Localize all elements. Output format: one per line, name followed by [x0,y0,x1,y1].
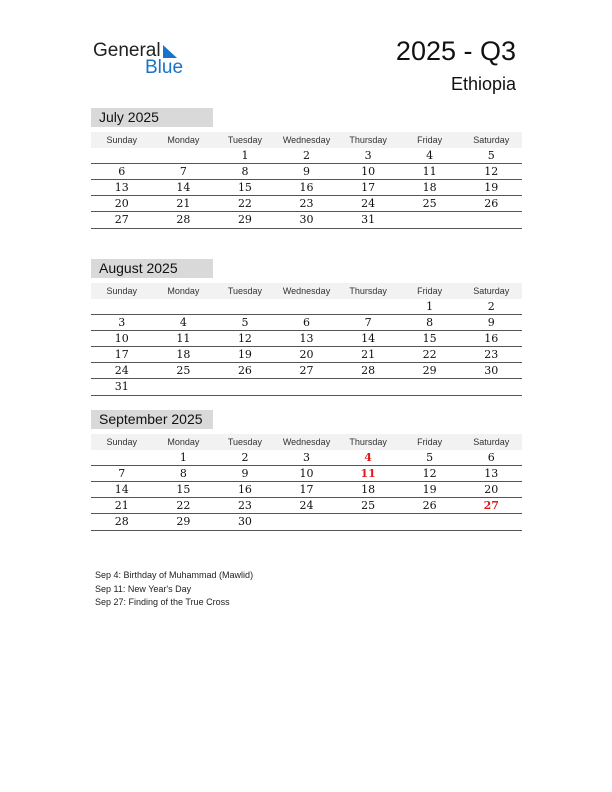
day-cell: 18 [422,181,437,194]
day-cell: 7 [179,165,187,178]
day-cell: 26 [237,364,252,377]
day-cell: 21 [176,197,191,210]
day-cell: 4 [364,451,372,464]
day-cell: 31 [114,380,129,393]
weekday-label: Thursday [349,135,387,145]
weekday-label: Tuesday [227,437,263,447]
day-cell: 2 [487,300,495,313]
day-cell [153,299,215,314]
day-cell [337,299,399,314]
week-row [91,482,522,498]
weekday-label: Thursday [349,286,387,296]
day-cell: 18 [361,483,376,496]
day-cell: 26 [422,499,437,512]
weekday-label: Saturday [473,135,510,145]
day-cell: 22 [176,499,191,512]
day-cell: 15 [176,483,191,496]
day-cell: 4 [179,316,187,329]
day-cell: 20 [299,348,314,361]
day-cell: 16 [484,332,499,345]
weekday-label: Wednesday [282,135,331,145]
day-cell: 2 [303,149,311,162]
day-cell: 13 [484,467,499,480]
weekday-label: Sunday [106,437,138,447]
week-row [91,363,522,379]
day-cell: 24 [361,197,376,210]
weekday-label: Friday [417,135,443,145]
day-cell: 16 [237,483,252,496]
day-cell: 24 [299,499,314,512]
weekday-label: Friday [417,286,443,296]
day-cell: 22 [237,197,252,210]
week-row [91,212,522,228]
day-cell: 31 [361,213,376,226]
day-cell: 27 [299,364,314,377]
day-cell: 22 [422,348,437,361]
logo-text-general: General [93,40,161,61]
day-cell: 13 [299,332,314,345]
day-cell: 27 [483,499,499,512]
day-cell: 25 [422,197,437,210]
day-cell: 3 [303,451,311,464]
day-cell: 12 [237,332,252,345]
day-cell: 4 [426,149,434,162]
holiday-note: Sep 11: New Year's Day [95,583,192,594]
weekday-label: Monday [167,286,200,296]
day-cell: 27 [114,213,129,226]
day-cell [460,379,522,395]
day-cell: 14 [176,181,191,194]
weekday-label: Sunday [106,286,138,296]
day-cell: 20 [114,197,129,210]
day-cell: 30 [237,515,252,528]
week-row [91,466,522,482]
day-cell [214,299,276,314]
day-cell: 18 [176,348,191,361]
week-row [91,331,522,347]
week-row [91,514,522,530]
day-cell: 10 [361,165,376,178]
day-cell: 8 [426,316,434,329]
day-cell: 10 [299,467,314,480]
week-row [91,315,522,331]
day-cell: 7 [118,467,126,480]
day-cell: 23 [237,499,252,512]
week-row [91,299,522,315]
day-cell: 14 [114,483,129,496]
day-cell: 10 [114,332,129,345]
week-row [91,498,522,514]
day-cell: 17 [299,483,314,496]
day-cell: 20 [484,483,499,496]
day-cell: 29 [176,515,191,528]
day-cell: 28 [361,364,376,377]
day-cell [399,514,461,530]
day-cell: 25 [361,499,376,512]
day-cell: 3 [118,316,126,329]
day-cell: 23 [484,348,499,361]
day-cell: 6 [118,165,126,178]
day-cell: 1 [179,451,187,464]
week-row [91,379,522,395]
day-cell: 25 [176,364,191,377]
day-cell [399,212,461,228]
day-cell [276,514,338,530]
weekday-header [91,132,522,148]
day-cell: 14 [361,332,376,345]
weekday-label: Wednesday [282,286,331,296]
day-cell: 26 [484,197,499,210]
month-block [91,108,522,229]
day-cell [399,379,461,395]
day-cell: 17 [361,181,376,194]
day-cell: 6 [487,451,495,464]
day-cell: 24 [114,364,129,377]
day-cell [153,148,215,163]
day-cell: 11 [360,467,376,480]
holiday-note: Sep 4: Birthday of Muhammad (Mawlid) [95,570,254,580]
day-cell [91,148,153,163]
day-cell [91,299,153,314]
weekday-label: Monday [167,437,200,447]
day-cell: 19 [237,348,252,361]
day-cell [91,450,153,465]
day-cell: 11 [422,165,437,178]
day-cell: 15 [422,332,437,345]
week-row [91,347,522,363]
day-cell: 5 [241,316,249,329]
month-block [91,259,522,396]
holiday-notes [95,569,253,610]
week-row [91,450,522,466]
day-cell: 1 [426,300,434,313]
day-cell [214,379,276,395]
day-cell: 8 [241,165,249,178]
day-cell: 28 [114,515,129,528]
day-cell: 17 [114,348,129,361]
day-cell: 16 [299,181,314,194]
weekday-label: Tuesday [227,286,263,296]
day-cell: 11 [176,332,191,345]
month-name: July 2025 [91,108,213,127]
day-cell: 30 [299,213,314,226]
country-name: Ethiopia [450,74,516,94]
holiday-note: Sep 27: Finding of the True Cross [95,597,230,607]
weekday-label: Sunday [106,135,138,145]
day-cell: 3 [364,149,372,162]
month-block [91,410,522,531]
day-cell [337,514,399,530]
weekday-label: Tuesday [227,135,263,145]
day-cell: 9 [487,316,495,329]
day-cell: 23 [299,197,314,210]
day-cell: 12 [484,165,499,178]
page-title: 2025 - Q3 [395,36,516,66]
day-cell: 28 [176,213,191,226]
day-cell: 29 [237,213,252,226]
day-cell: 12 [422,467,437,480]
weekday-label: Saturday [473,437,510,447]
day-cell: 15 [237,181,252,194]
day-cell: 6 [303,316,311,329]
day-cell [337,379,399,395]
month-end-rule [91,395,522,396]
month-name: September 2025 [91,410,213,429]
day-cell: 8 [179,467,187,480]
month-end-rule [91,530,522,531]
day-cell: 5 [426,451,434,464]
logo [93,40,203,80]
logo-text-blue: Blue [145,57,184,78]
day-cell: 19 [422,483,437,496]
day-cell [276,299,338,314]
day-cell [153,379,215,395]
week-row [91,196,522,212]
day-cell: 21 [114,499,129,512]
month-name: August 2025 [91,259,213,278]
day-cell [460,212,522,228]
week-row [91,164,522,180]
day-cell [460,514,522,530]
weekday-label: Monday [167,135,200,145]
weekday-label: Wednesday [282,437,331,447]
day-cell: 7 [364,316,372,329]
weekday-label: Friday [417,437,443,447]
week-row [91,180,522,196]
day-cell: 29 [422,364,437,377]
month-end-rule [91,228,522,229]
day-cell: 19 [484,181,499,194]
weekday-header [91,434,522,450]
day-cell: 5 [487,149,495,162]
weekday-label: Saturday [473,286,510,296]
day-cell: 21 [361,348,376,361]
weekday-label: Thursday [349,437,387,447]
day-cell: 9 [241,467,249,480]
day-cell: 13 [114,181,129,194]
day-cell: 1 [241,149,249,162]
day-cell: 30 [484,364,499,377]
weekday-header [91,283,522,299]
day-cell [276,379,338,395]
week-row [91,148,522,164]
day-cell: 2 [241,451,249,464]
day-cell: 9 [303,165,311,178]
